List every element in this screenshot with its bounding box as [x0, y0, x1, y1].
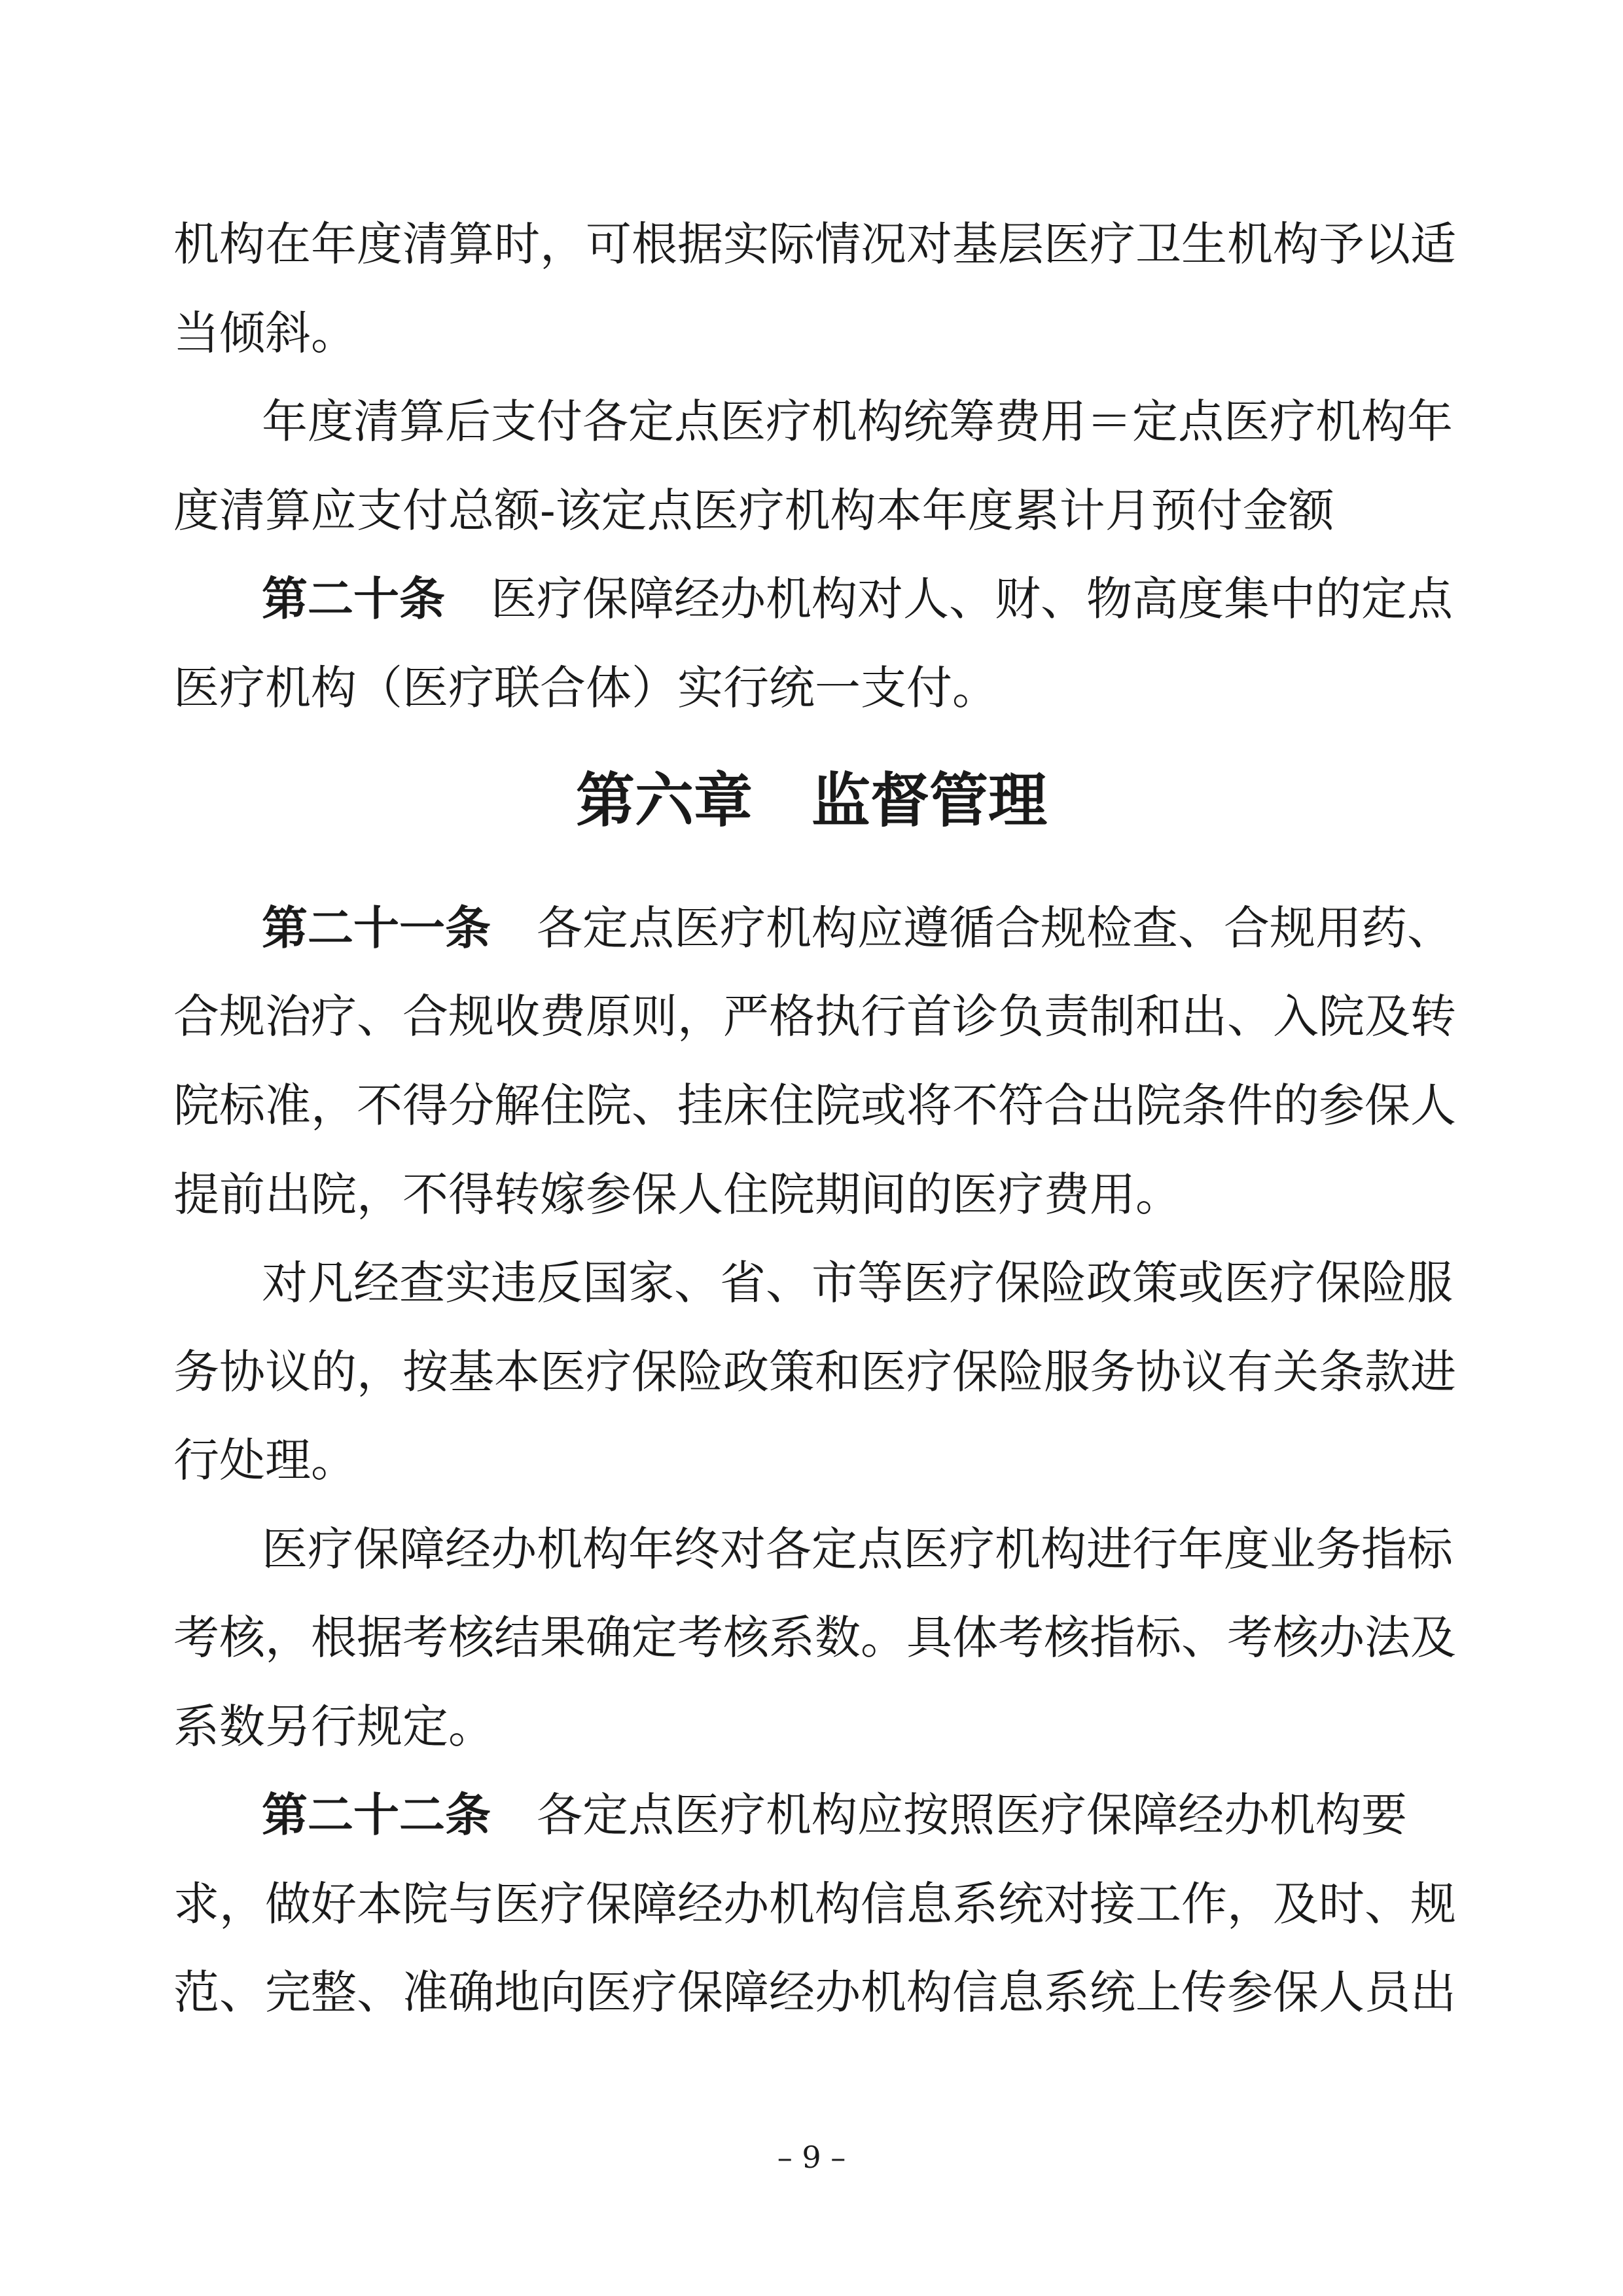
paragraph-line: 合规治疗、合规收费原则，严格执行首诊负责制和出、入院及转 — [173, 990, 1456, 1043]
paragraph-line: 当倾斜。 — [173, 306, 357, 360]
article-21-text: 各定点医疗机构应遵循合规检查、合规用药、 — [537, 901, 1453, 955]
paragraph-line: 医疗机构（医疗联合体）实行统一支付。 — [173, 661, 998, 715]
paragraph-line: 年度清算后支付各定点医疗机构统筹费用＝定点医疗机构年 — [262, 395, 1453, 448]
paragraph-line: 范、完整、准确地向医疗保障经办机构信息系统上传参保人员出 — [173, 1965, 1456, 2019]
paragraph-line: 务协议的，按基本医疗保险政策和医疗保险服务协议有关条款进 — [173, 1345, 1456, 1399]
chapter-title: 监督管理 — [812, 766, 1047, 835]
paragraph-line: 机构在年度清算时，可根据实际情况对基层医疗卫生机构予以适 — [173, 217, 1456, 271]
paragraph-line: 对凡经查实违反国家、省、市等医疗保险政策或医疗保险服 — [262, 1256, 1453, 1310]
article-22-line — [262, 1789, 1450, 1841]
paragraph-line: 求，做好本院与医疗保障经办机构信息系统对接工作，及时、规 — [173, 1877, 1456, 1931]
paragraph-line: 院标准，不得分解住院、挂床住院或将不符合出院条件的参保人 — [173, 1079, 1456, 1132]
paragraph-line: 医疗保障经办机构年终对各定点医疗机构进行年度业务指标 — [262, 1522, 1453, 1576]
page-number: – 9 – — [777, 2140, 846, 2175]
paragraph-line: 系数另行规定。 — [173, 1700, 494, 1753]
article-21-line — [262, 901, 1453, 955]
article-21-heading: 第二十一条 — [262, 901, 491, 955]
chapter-heading — [0, 768, 1623, 833]
article-20-text: 医疗保障经办机构对人、财、物高度集中的定点 — [491, 572, 1453, 626]
article-20-heading: 第二十条 — [262, 571, 445, 626]
article-20-line — [262, 571, 1453, 626]
article-22-text: 各定点医疗机构应按照医疗保障经办机构要 — [537, 1788, 1407, 1842]
paragraph-line: 考核，根据考核结果确定考核系数。具体考核指标、考核办法及 — [173, 1611, 1456, 1664]
article-22-heading: 第二十二条 — [262, 1787, 491, 1842]
paragraph-line: 提前出院，不得转嫁参保人住院期间的医疗费用。 — [173, 1168, 1181, 1221]
paragraph-line: 度清算应支付总额-该定点医疗机构本年度累计月预付金额 — [173, 484, 1334, 537]
paragraph-line: 行处理。 — [173, 1433, 357, 1487]
chapter-number: 第六章 — [576, 766, 753, 835]
